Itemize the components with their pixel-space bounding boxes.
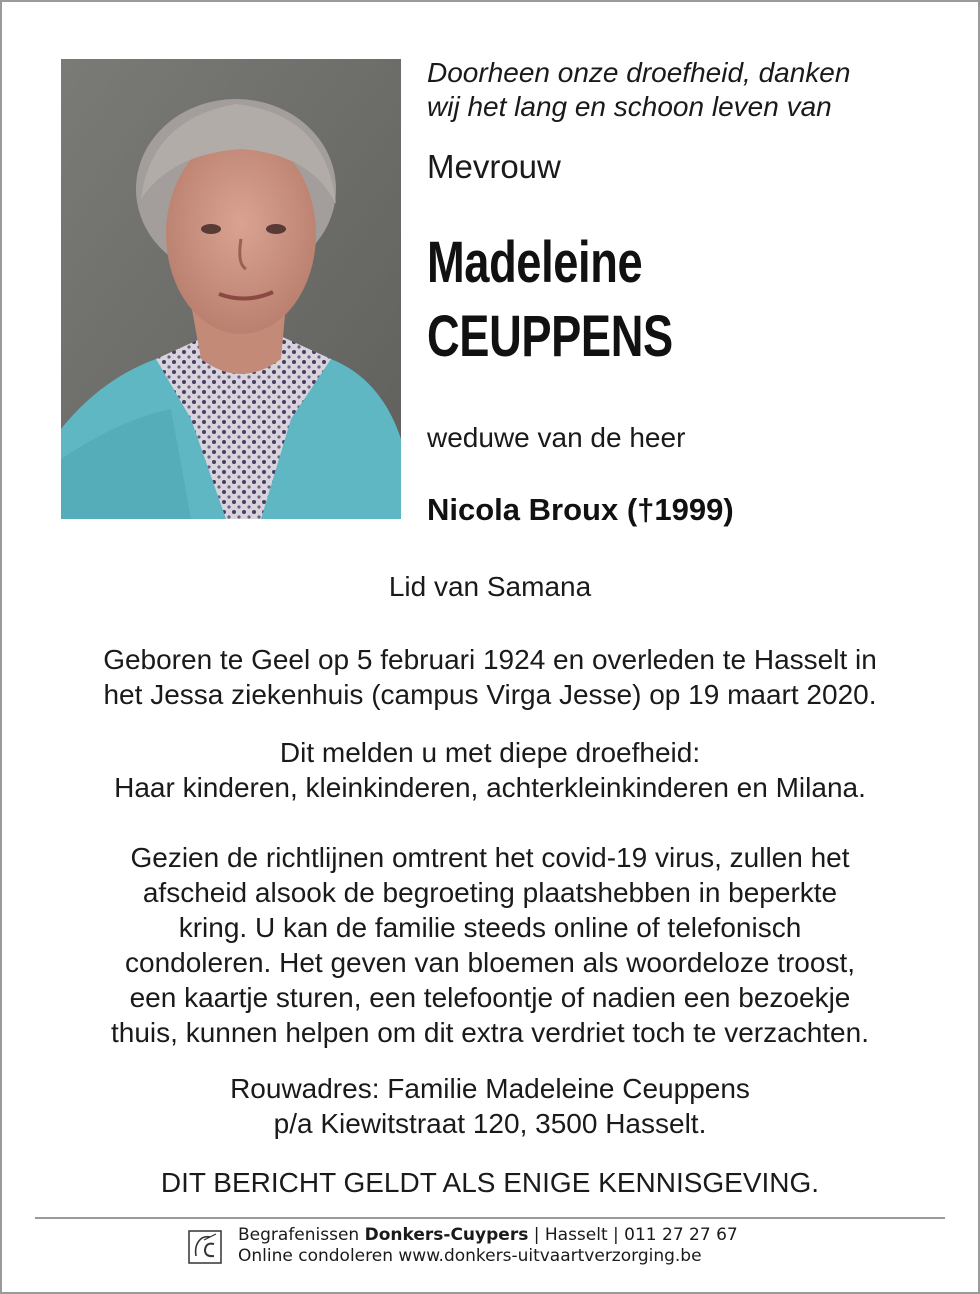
honorific: Mevrouw xyxy=(427,148,561,185)
announce-line-1: Dit melden u met diepe droefheid: xyxy=(279,737,701,768)
covid-line: kring. U kan de familie steeds online of telefonisch xyxy=(178,912,802,943)
last-name: CEUPPENS xyxy=(427,304,673,369)
birth-death-text xyxy=(40,642,940,712)
funeral-home-logo-icon xyxy=(188,1230,222,1264)
born-line-2: het Jessa ziekenhuis (campus Virga Jesse) op 19 maart 2020. xyxy=(103,679,877,710)
notice-text: DIT BERICHT GELDT ALS ENIGE KENNISGEVING. xyxy=(160,1167,820,1198)
footer-line-2: Online condoleren www.donkers-uitvaartverzorging.be xyxy=(238,1246,702,1266)
covid-line: een kaartje sturen, een telefoontje of nadien een bezoekje xyxy=(129,982,851,1013)
mourning-address xyxy=(40,1071,940,1141)
footer-prefix: Begrafenissen xyxy=(238,1225,365,1245)
announce-line-2: Haar kinderen, kleinkinderen, achterkleinkinderen en Milana. xyxy=(114,772,866,803)
spouse-name: Nicola Broux (†1999) xyxy=(427,492,734,527)
first-name: Madeleine xyxy=(427,230,643,295)
intro-line-1: Doorheen onze droefheid, danken xyxy=(427,57,851,88)
deceased-name xyxy=(427,226,673,374)
covid-line: thuis, kunnen helpen om dit extra verdriet toch te verzachten. xyxy=(111,1017,869,1048)
membership-text: Lid van Samana xyxy=(388,571,592,602)
address-line-1: Rouwadres: Familie Madeleine Ceuppens xyxy=(230,1073,750,1104)
covid-line: condoleren. Het geven van bloemen als woordeloze troost, xyxy=(125,947,855,978)
born-line-1: Geboren te Geel op 5 februari 1924 en overleden te Hasselt in xyxy=(103,644,877,675)
intro-text xyxy=(427,56,850,124)
address-line-2: p/a Kiewitstraat 120, 3500 Hasselt. xyxy=(273,1108,707,1139)
announcement-text xyxy=(40,735,940,805)
relation-text: weduwe van de heer xyxy=(427,422,686,453)
footer-suffix: | Hasselt | 011 27 27 67 xyxy=(528,1225,738,1245)
company-name: Donkers-Cuypers xyxy=(364,1225,529,1245)
covid-line: afscheid alsook de begroeting plaatshebben in beperkte xyxy=(142,877,838,908)
footer-line-1 xyxy=(238,1225,738,1245)
intro-line-2: wij het lang en schoon leven van xyxy=(427,91,832,122)
covid-paragraph xyxy=(40,840,940,1050)
footer-divider xyxy=(35,1217,945,1219)
portrait-photo xyxy=(61,59,401,519)
covid-line: Gezien de richtlijnen omtrent het covid-19 virus, zullen het xyxy=(130,842,850,873)
